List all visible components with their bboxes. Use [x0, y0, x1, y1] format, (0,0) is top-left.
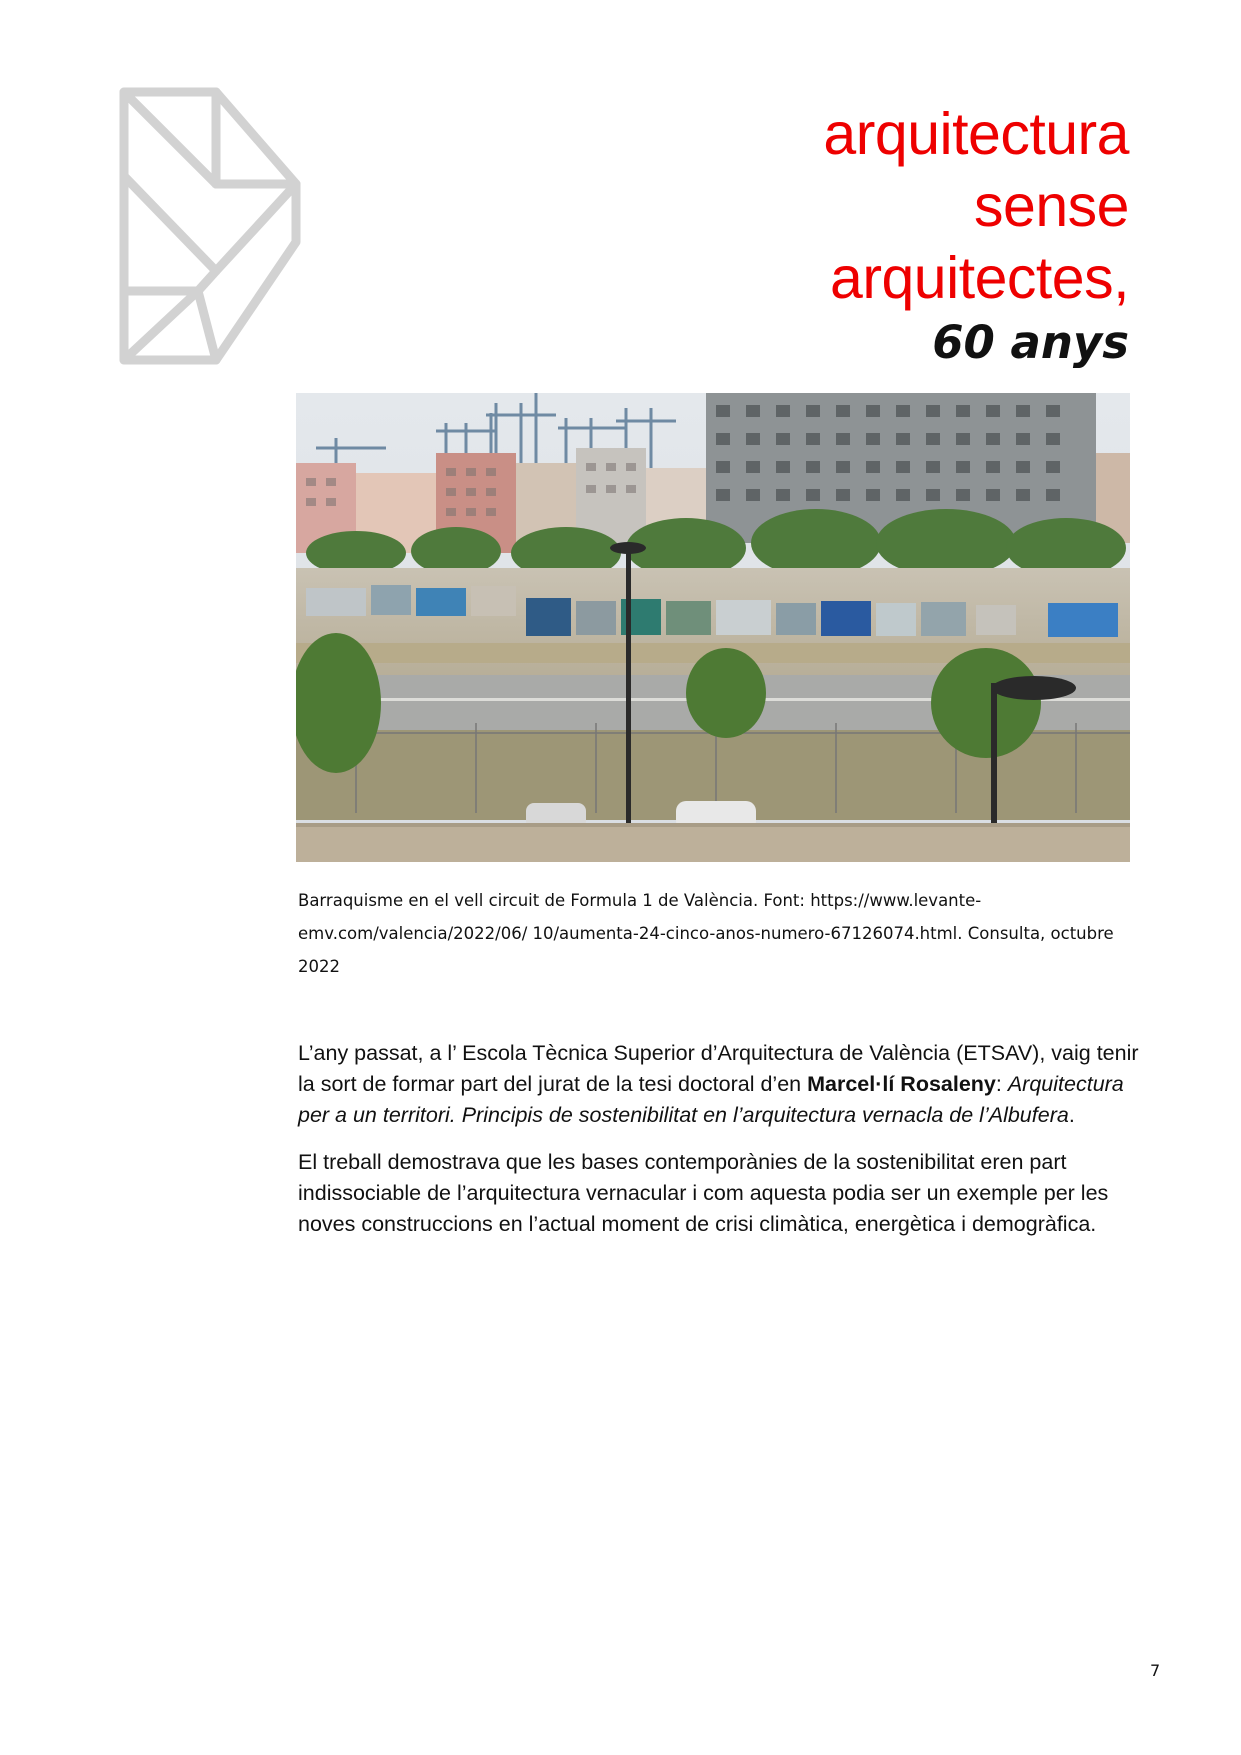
caption-line-3: 2022 — [298, 957, 340, 976]
title-subtitle: 60 anys — [932, 316, 1129, 369]
title-line-2: sense — [974, 173, 1129, 239]
article-title — [529, 98, 1129, 370]
author-name: Marcel·lí Rosaleny — [807, 1072, 996, 1096]
title-line-3: arquitectes, — [830, 245, 1129, 311]
thesis-title: Arquitectura per a un territori. Principis de sostenibilitat en l’arquitectura vernacla de l’Albufera — [298, 1072, 1124, 1127]
folded-letter-d-logo-icon — [118, 86, 314, 366]
page-number: 7 — [1150, 1661, 1161, 1680]
title-line-1: arquitectura — [823, 101, 1129, 167]
shanty-settlement-photo — [296, 393, 1130, 862]
paragraph-1-colon: : — [995, 1072, 1008, 1096]
caption-line-1: Barraquisme en el vell circuit de Formula 1 de València. Font: https://www.levante- — [298, 891, 982, 910]
figure-caption — [298, 884, 1138, 983]
paragraph-1-text: L’any passat, a l’ Escola Tècnica Superior d’Arquitectura de València (ETSAV), vaig tenir la sort de formar part del jurat de la tesi doctoral d’en — [298, 1041, 1139, 1096]
paragraph-1 — [298, 1038, 1150, 1131]
article-body — [298, 1038, 1150, 1256]
paragraph-2: El treball demostrava que les bases contemporànies de la sostenibilitat eren part indissociable de l’arquitectura vernacular i com aquesta podia ser un exemple per les noves construccions en l’actual moment de crisi climàtica, energètica i demogràfica. — [298, 1150, 1109, 1236]
paragraph-1-end: . — [1068, 1103, 1075, 1127]
caption-line-2: emv.com/valencia/2022/06/ 10/aumenta-24-cinco-anos-numero-67126074.html. Consulta, octubre — [298, 924, 1114, 943]
